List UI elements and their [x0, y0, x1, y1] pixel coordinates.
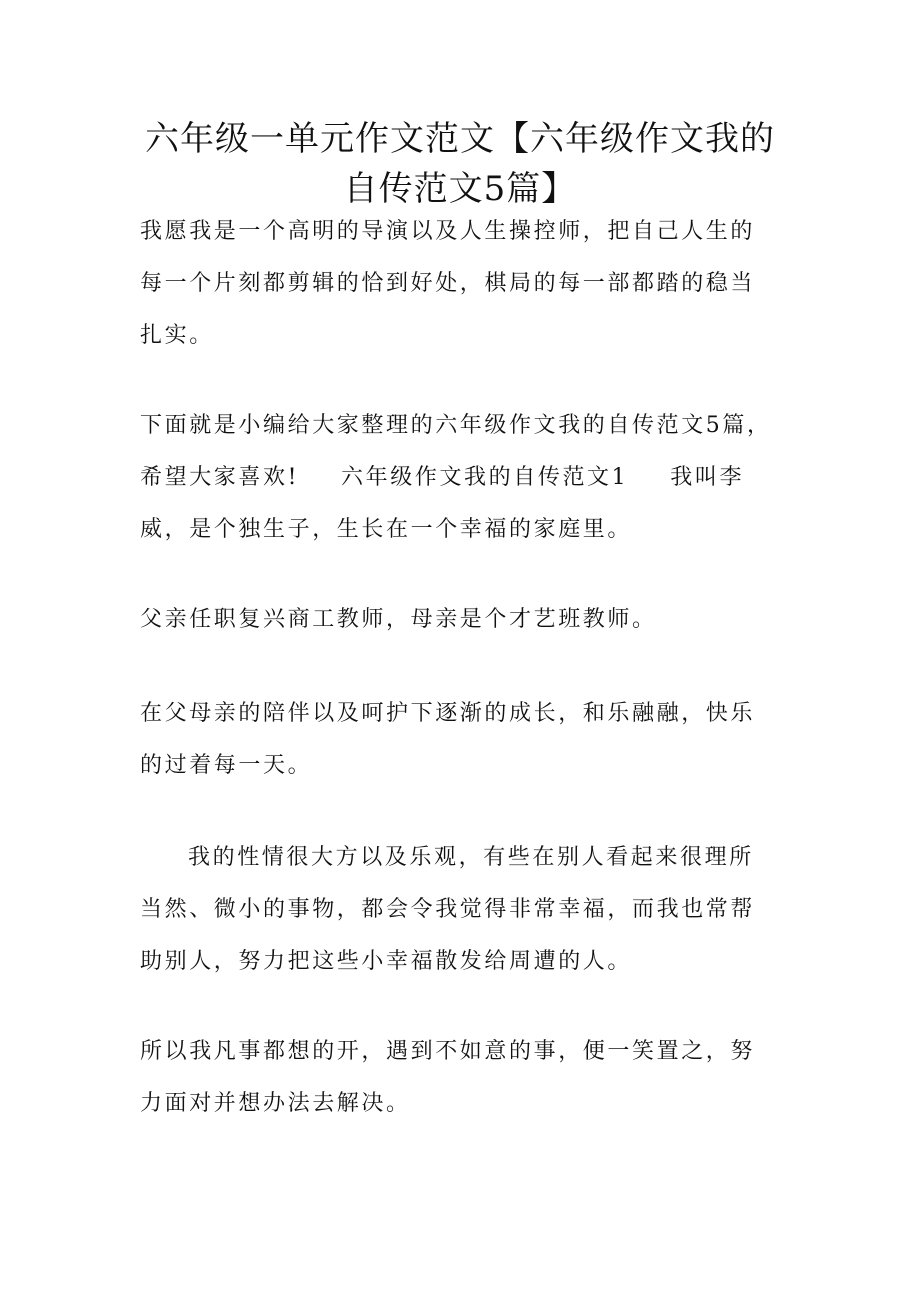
- paragraph-line: 我愿我是一个高明的导演以及人生操控师，把自己人生的: [140, 219, 756, 244]
- paragraph-line: [140, 832, 780, 884]
- paragraph-parents: [140, 594, 780, 646]
- title-line-1: 六年级一单元作文范文【六年级作文我的: [145, 119, 775, 159]
- essay-start-text: 我叫李: [670, 465, 745, 490]
- paragraph-growing-up: [140, 688, 780, 792]
- greeting-text: 希望大家喜欢!: [140, 465, 300, 490]
- paragraph-line: 扎实。: [140, 323, 214, 348]
- title-line-2: 自传范文5篇】: [343, 169, 577, 209]
- paragraph-line-mixed: [140, 452, 780, 504]
- paragraph-attitude: [140, 1026, 780, 1130]
- paragraph-line: 在父母亲的陪伴以及呵护下逐渐的成长，和乐融融，快乐: [140, 701, 756, 726]
- paragraph-editor-note: [140, 400, 780, 556]
- paragraph-line: 威，是个独生子，生长在一个幸福的家庭里。: [140, 517, 633, 542]
- paragraph-intro: [140, 206, 780, 362]
- paragraph-line-text: 我的性情很大方以及乐观，有些在别人看起来很理所: [188, 845, 754, 870]
- paragraph-line: 助别人，努力把这些小幸福散发给周遭的人。: [140, 949, 633, 974]
- paragraph-line: 当然、微小的事物，都会令我觉得非常幸福，而我也常帮: [140, 897, 756, 922]
- paragraph-line: 所以我凡事都想的开，遇到不如意的事，便一笑置之，努: [140, 1039, 756, 1064]
- page-title: [110, 114, 810, 214]
- paragraph-line: 力面对并想办法去解决。: [140, 1091, 411, 1116]
- paragraph-line: 父亲任职复兴商工教师，母亲是个才艺班教师。: [140, 607, 657, 632]
- essay-heading: 六年级作文我的自传范文1: [341, 465, 629, 490]
- paragraph-line: 下面就是小编给大家整理的六年级作文我的自传范文5篇，: [140, 413, 772, 438]
- paragraph-line: 每一个片刻都剪辑的恰到好处，棋局的每一部都踏的稳当: [140, 271, 756, 296]
- paragraph-personality: [140, 832, 780, 988]
- paragraph-line: 的过着每一天。: [140, 753, 313, 778]
